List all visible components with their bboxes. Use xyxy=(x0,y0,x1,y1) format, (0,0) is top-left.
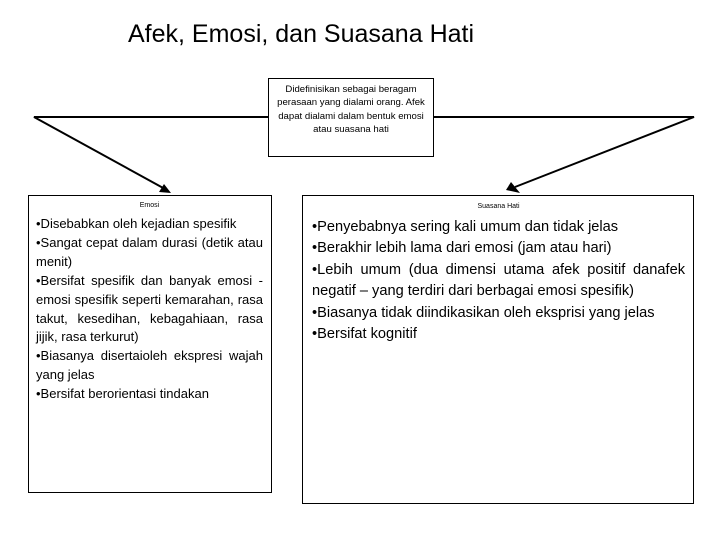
list-item: •Bersifat kognitif xyxy=(312,326,417,343)
emosi-box xyxy=(28,195,272,493)
list-item: •Biasanya disertaioleh ekspresi wajah yang jelas xyxy=(36,348,263,383)
list-item: •Bersifat berorientasi tindakan xyxy=(36,386,209,402)
list-item: •Biasanya tidak diindikasikan oleh eksprisi yang jelas xyxy=(312,304,655,321)
suasana-hati-box xyxy=(302,195,694,504)
definition-text: Didefinisikan sebagai beragam perasaan yang dialami orang. Afek dapat dialami dalam bentuk emosi atau suasana hati xyxy=(277,84,425,136)
list-item: •Bersifat spesifik dan banyak emosi -emosi spesifik seperti kemarahan, rasa takut, kesedihan, kebagahiaan, rasa jijik, rasa terkurut) xyxy=(36,272,263,345)
emosi-list xyxy=(36,215,263,404)
definition-box xyxy=(268,78,434,157)
suasana-hati-label: Suasana Hati xyxy=(477,203,520,210)
list-item: •Berakhir lebih lama dari emosi (jam atau hari) xyxy=(312,240,612,257)
arrowhead-suasana-hati xyxy=(506,182,520,193)
arrowhead-emosi xyxy=(159,184,171,193)
emosi-label: Emosi xyxy=(139,202,160,209)
list-item: •Penyebabnya sering kali umum dan tidak jelas xyxy=(312,219,619,235)
diagram-title: Afek, Emosi, dan Suasana Hati xyxy=(128,20,475,48)
arrow-to-suasana-hati xyxy=(434,117,694,187)
list-item: •Sangat cepat dalam durasi (detik atau menit) xyxy=(36,234,263,269)
arrow-to-emosi xyxy=(34,117,268,189)
list-item: •Lebih umum (dua dimensi utama afek positif danafek negatif – yang terdiri dari berbagai emosi spesifik) xyxy=(312,261,685,300)
suasana-hati-list xyxy=(312,217,685,345)
list-item: •Disebabkan oleh kejadian spesifik xyxy=(36,216,237,231)
